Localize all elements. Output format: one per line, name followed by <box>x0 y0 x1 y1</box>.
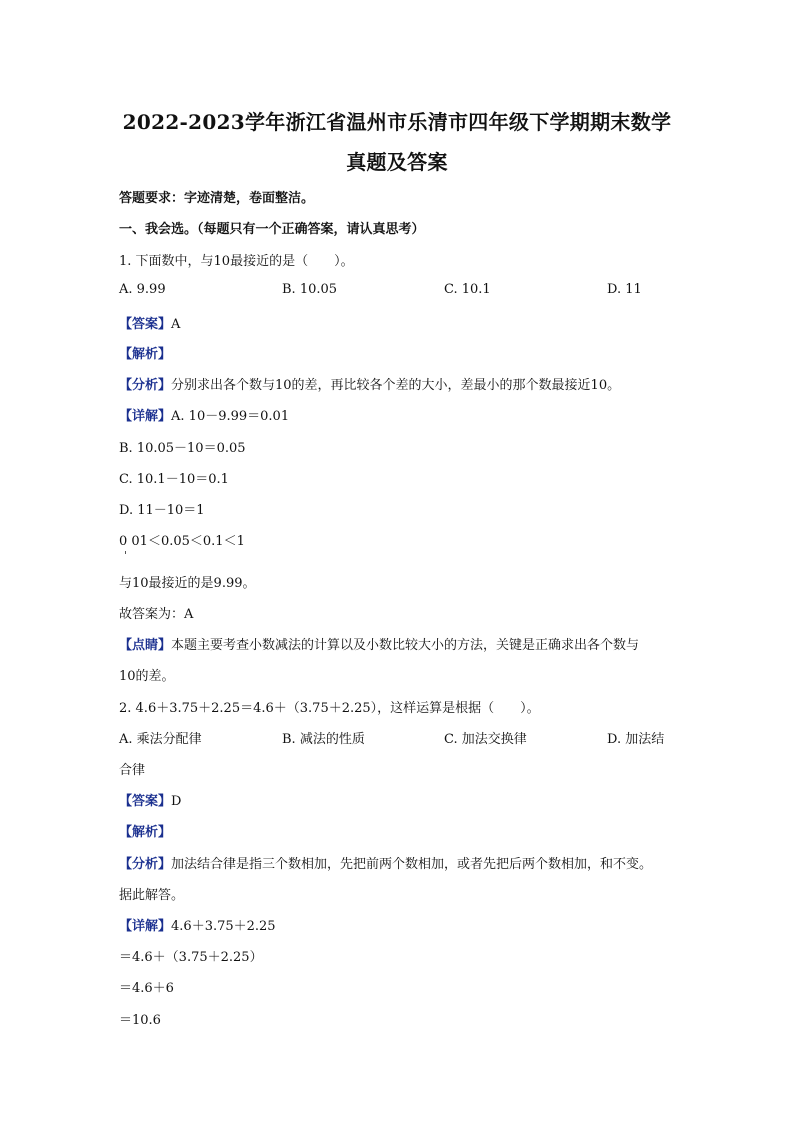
q1-detail-tag: 【详解】 <box>119 409 172 424</box>
q2-detail-line: ＝4.6＋6 <box>119 981 174 996</box>
document-title-line-2: 真题及答案 <box>346 150 448 174</box>
section-heading: 一、我会选。（每题只有一个正确答案，请认真思考） <box>119 222 425 237</box>
q1-detail-line: 与10最接近的是9.99。 <box>119 576 256 591</box>
q1-fenxi <box>119 374 620 393</box>
q1-dianjing-tag: 【点睛】 <box>119 638 172 653</box>
q2-option-d-wrap: 合律 <box>119 763 146 778</box>
q1-answer <box>119 313 180 332</box>
q1-detail-line: C. 10.1－10＝0.1 <box>119 472 229 487</box>
q2-option-c: C. 加法交换律 <box>444 732 527 747</box>
q2-fenxi-tag: 【分析】 <box>119 857 172 872</box>
q1-dianjing <box>119 634 639 653</box>
q2-option-d: D. 加法结 <box>607 732 665 747</box>
q1-fenxi-text: 分别求出各个数与10的差，再比较各个差的大小，差最小的那个数最接近10。 <box>171 378 621 393</box>
q2-analysis-tag: 【解析】 <box>119 825 172 840</box>
q1-answer-tag: 【答案】 <box>119 317 172 332</box>
q2-answer-tag: 【答案】 <box>119 794 172 809</box>
q2-fenxi-continued: 据此解答。 <box>119 888 185 903</box>
q1-option-b: B. 10.05 <box>282 282 338 297</box>
q2-detail <box>119 915 276 934</box>
decimal-point-mark <box>125 551 126 554</box>
q1-analysis-tag: 【解析】 <box>119 347 172 362</box>
q2-answer-value: D <box>171 794 182 809</box>
q2-analysis-heading <box>119 821 171 840</box>
q2-answer <box>119 790 181 809</box>
question-1-stem: 1. 下面数中，与10最接近的是（ ）。 <box>119 254 354 269</box>
answer-requirement: 答题要求：字迹清楚，卷面整洁。 <box>119 191 315 206</box>
q1-option-c: C. 10.1 <box>444 282 491 297</box>
q1-detail-first: A. 10－9.99＝0.01 <box>171 409 290 424</box>
q1-option-a: A. 9.99 <box>119 282 166 297</box>
q2-fenxi-text: 加法结合律是指三个数相加，先把前两个数相加，或者先把后两个数相加，和不变。 <box>171 857 653 872</box>
q1-detail-line: D. 11－10＝1 <box>119 503 205 518</box>
q2-option-b: B. 减法的性质 <box>282 732 365 747</box>
q1-answer-value: A <box>171 317 181 332</box>
q2-fenxi <box>119 853 652 872</box>
q1-dianjing-text: 本题主要考查小数减法的计算以及小数比较大小的方法，关键是正确求出各个数与 <box>171 638 640 653</box>
q2-detail-line: ＝10.6 <box>119 1013 161 1028</box>
q1-detail-line: B. 10.05－10＝0.05 <box>119 441 246 456</box>
q1-detail-line: 故答案为：A <box>119 607 194 622</box>
q2-detail-tag: 【详解】 <box>119 919 172 934</box>
q1-dianjing-continued: 10的差。 <box>119 669 175 684</box>
q2-detail-first: 4.6＋3.75＋2.25 <box>171 919 276 934</box>
document-title-line-1: 2022-2023学年浙江省温州市乐清市四年级下学期期末数学 <box>122 110 672 134</box>
q1-detail-line: 0 01＜0.05＜0.1＜1 <box>119 534 245 549</box>
q1-detail <box>119 405 289 424</box>
q2-option-a: A. 乘法分配律 <box>119 732 202 747</box>
q1-fenxi-tag: 【分析】 <box>119 378 172 393</box>
question-2-stem: 2. 4.6＋3.75＋2.25＝4.6＋（3.75＋2.25），这样运算是根据（ ）。 <box>119 701 540 716</box>
q2-detail-line: ＝4.6＋（3.75＋2.25） <box>119 950 263 965</box>
q1-analysis-heading <box>119 343 171 362</box>
q1-option-d: D. 11 <box>607 282 642 297</box>
